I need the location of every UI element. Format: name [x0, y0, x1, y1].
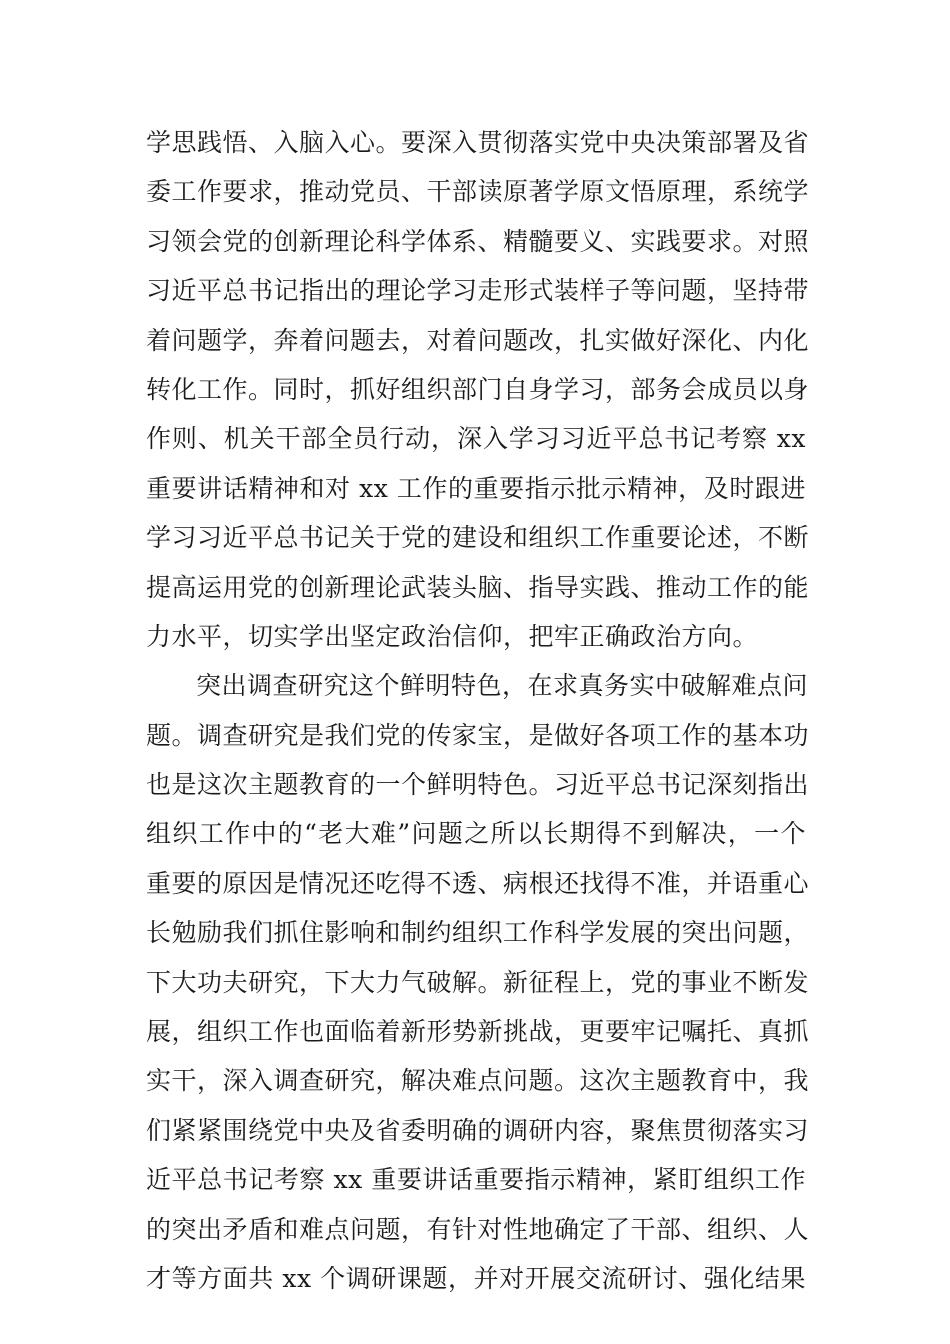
text-line: 转化工作。同时，抓好组织部门自身学习，部务会成员以身	[146, 374, 810, 404]
text-line: 学习习近平总书记关于党的建设和组织工作重要论述，不断	[146, 523, 810, 553]
text-line: 展，组织工作也面临着新形势新挑战，更要牢记嘱托、真抓	[146, 1017, 810, 1047]
text-line: 习领会党的创新理论科学体系、精髓要义、实践要求。对照	[146, 226, 810, 256]
text-line: 委工作要求，推动党员、干部读原著学原文悟原理，系统学	[146, 177, 810, 207]
text-line: 着问题学，奔着问题去，对着问题改，扎实做好深化、内化	[146, 325, 810, 355]
text-line: 习近平总书记指出的理论学习走形式装样子等问题，坚持带	[146, 276, 810, 306]
text-line: 们紧紧围绕党中央及省委明确的调研内容，聚焦贯彻落实习	[146, 1115, 810, 1145]
text-line: 学思践悟、入脑入心。要深入贯彻落实党中央决策部署及省	[146, 128, 810, 157]
text-line: 也是这次主题教育的一个鲜明特色。习近平总书记深刻指出	[146, 770, 810, 800]
text-line: 下大功夫研究，下大力气破解。新征程上，党的事业不断发	[146, 967, 810, 997]
text-line: 题。调查研究是我们党的传家宝，是做好各项工作的基本功	[146, 720, 810, 750]
text-line: 作则、机关干部全员行动，深入学习习近平总书记考察 xx	[146, 424, 806, 454]
text-line: 近平总书记考察 xx 重要讲话重要指示精神，紧盯组织工作	[146, 1165, 806, 1195]
text-line: 提高运用党的创新理论武装头脑、指导实践、推动工作的能	[146, 572, 810, 602]
text-line: 的突出矛盾和难点问题，有针对性地确定了干部、组织、人	[146, 1214, 810, 1244]
text-line: 实干，深入调查研究，解决难点问题。这次主题教育中，我	[146, 1066, 810, 1096]
paragraph-first-line: 突出调查研究这个鲜明特色，在求真务实中破解难点问	[196, 671, 809, 701]
text-line: 重要讲话精神和对 xx 工作的重要指示批示精神，及时跟进	[146, 473, 806, 503]
text-line: 重要的原因是情况还吃得不透、病根还找得不准，并语重心	[146, 868, 810, 898]
text-line: 组织工作中的“老大难”问题之所以长期得不到解决，一个	[146, 819, 806, 849]
text-line: 力水平，切实学出坚定政治信仰，把牢正确政治方向。	[146, 621, 759, 651]
text-line: 长勉励我们抓住影响和制约组织工作科学发展的突出问题，	[146, 918, 810, 948]
body-text	[146, 118, 826, 1303]
text-line: 才等方面共 xx 个调研课题，并对开展交流研讨、强化结果	[146, 1263, 806, 1293]
